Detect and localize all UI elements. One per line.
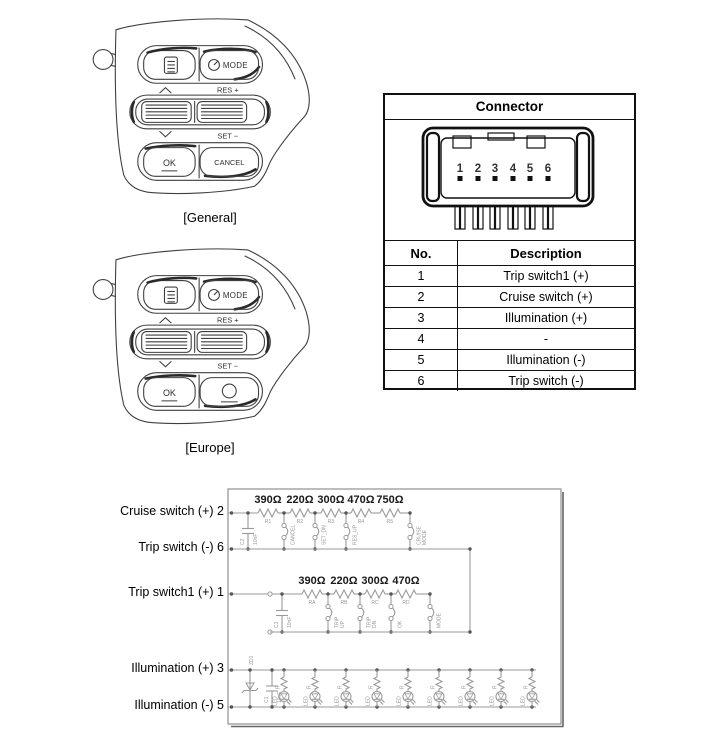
led-triangle: [312, 694, 318, 699]
switch-label: OK: [397, 620, 404, 628]
junction-dot: [270, 668, 273, 671]
led-circle: [527, 692, 537, 702]
terminal-circle: [408, 535, 412, 539]
pin-leg: [473, 206, 478, 229]
switch-label: UP: [340, 621, 346, 628]
pin-row-4: [385, 328, 634, 349]
led-circle: [465, 692, 475, 702]
connector-drawing-cell: [385, 120, 634, 241]
led-resistor-label: R: [306, 685, 313, 689]
terminal-circle: [268, 592, 272, 596]
pin-description-cell: Illumination (-): [457, 349, 634, 370]
pin-leg: [514, 206, 519, 229]
junction-dot: [313, 511, 316, 514]
pin-row-1: [385, 265, 634, 286]
resistor-value: 220Ω: [330, 575, 358, 587]
resistor: [334, 590, 354, 598]
junction-dot: [246, 511, 249, 514]
mode-label: MODE: [222, 290, 248, 300]
shade: [266, 332, 268, 352]
pin-square: [476, 176, 481, 181]
pin-table-header-row: [385, 241, 634, 265]
resistor-ref: R4: [357, 519, 365, 525]
resistor-value: 470Ω: [347, 494, 375, 506]
led-resistor-label: R: [523, 685, 530, 689]
led-label: LED: [489, 696, 496, 706]
junction-dot: [230, 592, 233, 595]
chevron-up-icon: [160, 88, 172, 93]
led-label: LED: [334, 696, 341, 706]
terminal-circle: [313, 535, 317, 539]
led-triangle: [467, 694, 473, 699]
set-minus-label: SET −: [217, 361, 239, 371]
junction-dot: [280, 592, 283, 595]
switch-blade: [348, 527, 350, 536]
junction-dot: [358, 592, 361, 595]
pin-leg: [455, 206, 460, 229]
chevron-down-icon: [160, 361, 172, 366]
terminal-circle: [389, 604, 393, 608]
mount-tab: [93, 50, 113, 70]
pin-number: 6: [544, 163, 552, 175]
led-circle: [496, 692, 506, 702]
pin-leg: [490, 206, 495, 229]
switch-blade: [412, 527, 414, 536]
led-label: LED: [396, 696, 403, 706]
led-label: LED: [303, 696, 310, 706]
resistor-value: 390Ω: [254, 494, 282, 506]
switch-blade: [362, 608, 364, 617]
pin-table-header-description: Description: [457, 241, 634, 265]
junction-dot: [389, 592, 392, 595]
terminal-circle: [313, 523, 317, 527]
rail-label: Trip switch (-) 6: [138, 540, 224, 554]
cancel-label: CANCEL: [214, 157, 245, 167]
led-resistor: [467, 677, 473, 689]
led-resistor-label: R: [337, 685, 344, 689]
switch-label: MODE: [436, 613, 443, 628]
resistor-ref: RA: [308, 600, 316, 606]
led-resistor: [405, 677, 411, 689]
junction-dot: [230, 547, 233, 550]
capacitor-value: 10nF: [277, 691, 283, 703]
capacitor-ref: C3: [274, 621, 280, 628]
connector-title: Connector: [385, 95, 634, 120]
connector-panel: [383, 93, 636, 390]
led-circle: [372, 692, 382, 702]
pin-description-cell: -: [457, 328, 634, 349]
led-resistor: [436, 677, 442, 689]
resistor-value: 300Ω: [361, 575, 389, 587]
terminal-circle: [428, 616, 432, 620]
pin-leg: [543, 206, 548, 229]
capacitor-value: 10nF: [253, 533, 259, 545]
switch-blade: [317, 527, 319, 536]
switch-illustration-general: [85, 10, 335, 208]
switch-label: TRIP: [334, 616, 341, 628]
pin-description-cell: Trip switch (-): [457, 370, 634, 391]
res-plus-label: RES +: [217, 85, 239, 95]
switch-label: TRIP: [366, 616, 373, 628]
shade: [132, 102, 134, 122]
terminal-circle: [344, 535, 348, 539]
led-resistor: [374, 677, 380, 689]
led-resistor-label: R: [461, 685, 468, 689]
ok-label: OK: [162, 387, 176, 398]
resistor: [258, 509, 278, 517]
pin-square: [458, 176, 463, 181]
pin-description-cell: Cruise switch (+): [457, 286, 634, 307]
housing-right-cap: [577, 133, 589, 201]
rail-label: Illumination (+) 3: [131, 661, 224, 675]
switch-label: CANCEL: [290, 524, 297, 545]
terminal-circle: [358, 616, 362, 620]
switch-blade: [432, 608, 434, 617]
terminal-circle: [358, 604, 362, 608]
led-resistor-label: R: [399, 685, 406, 689]
led-triangle: [529, 694, 535, 699]
pin-row-3: [385, 307, 634, 328]
resistor: [290, 509, 310, 517]
resistor: [365, 590, 385, 598]
resistor-ref: R1: [264, 519, 272, 525]
pin-no-cell: 1: [385, 265, 457, 286]
pin-leg: [549, 206, 554, 229]
switch-blade: [330, 608, 332, 617]
pin-description-cell: Trip switch1 (+): [457, 265, 634, 286]
terminal-circle: [282, 523, 286, 527]
pin-square: [528, 176, 533, 181]
pin-table-header-no: No.: [410, 245, 432, 261]
switch-blade: [393, 608, 395, 617]
junction-dot: [468, 630, 471, 633]
gauge-needle: [214, 291, 218, 295]
rail-label: Cruise switch (+) 2: [120, 504, 224, 518]
junction-dot: [408, 511, 411, 514]
resistor-value: 470Ω: [392, 575, 420, 587]
resistor: [302, 590, 322, 598]
pin-leg: [461, 206, 466, 229]
pin-square: [546, 176, 551, 181]
terminal-circle: [389, 616, 393, 620]
pin-no-cell: 6: [385, 370, 457, 391]
pin-number: 3: [491, 163, 499, 175]
resistor-ref: R2: [296, 519, 304, 525]
pin-row-6: [385, 370, 634, 391]
led-resistor: [529, 677, 535, 689]
mount-tab: [93, 280, 113, 300]
resistor: [351, 509, 371, 517]
terminal-circle: [408, 523, 412, 527]
connector-drawing: [385, 120, 638, 238]
led-triangle: [405, 694, 411, 699]
junction-dot: [428, 592, 431, 595]
junction-dot: [344, 511, 347, 514]
led-resistor: [343, 677, 349, 689]
led-label: LED: [458, 696, 465, 706]
led-circle: [434, 692, 444, 702]
pin-table: [385, 241, 634, 391]
led-triangle: [343, 694, 349, 699]
terminal-circle: [282, 535, 286, 539]
led-resistor: [312, 677, 318, 689]
chevron-up-icon: [160, 318, 172, 323]
pin-number: 2: [474, 163, 482, 175]
pin-leg: [508, 206, 513, 229]
junction-dot: [230, 511, 233, 514]
pin-no-cell: 2: [385, 286, 457, 307]
mode-label: MODE: [222, 60, 248, 70]
pin-no-cell: 3: [385, 307, 457, 328]
resistor: [380, 509, 400, 517]
junction-dot: [230, 668, 233, 671]
switch-label: SET_DN: [321, 525, 328, 545]
led-label: LED: [272, 696, 279, 706]
switch-label: CRUISE: [416, 526, 423, 545]
shade: [266, 102, 268, 122]
junction-dot: [282, 511, 285, 514]
resistor-value: 300Ω: [317, 494, 345, 506]
junction-dot: [468, 547, 471, 550]
led-resistor-label: R: [430, 685, 437, 689]
led-circle: [310, 692, 320, 702]
pin-description-cell: Illumination (+): [457, 307, 634, 328]
junction-dot: [326, 592, 329, 595]
resistor-ref: RD: [402, 600, 410, 606]
pin-leg: [525, 206, 530, 229]
junction-dot: [230, 705, 233, 708]
resistor-ref: RC: [371, 600, 379, 606]
steering-switch-europe-drawing: [85, 240, 335, 438]
pin-number: 1: [456, 163, 464, 175]
rail-label: Trip switch1 (+) 1: [128, 585, 224, 599]
steering-switch-general-drawing: [85, 10, 335, 208]
pin-square: [493, 176, 498, 181]
pin-leg: [496, 206, 501, 229]
led-resistor-label: R: [368, 685, 375, 689]
switch-label: DN: [372, 620, 378, 628]
circuit-diagram: [0, 475, 701, 754]
pin-no-cell: 5: [385, 349, 457, 370]
switch-blade: [286, 527, 288, 536]
pin-number: 4: [509, 163, 517, 175]
switch-illustration-europe: [85, 240, 335, 438]
led-resistor-label: R: [275, 685, 282, 689]
resistor-ref: RB: [340, 600, 348, 606]
set-minus-label: SET −: [217, 131, 239, 141]
terminal-circle: [344, 523, 348, 527]
resistor: [396, 590, 416, 598]
housing-left-cap: [427, 133, 439, 201]
caption-europe: [Europe]: [185, 440, 235, 455]
res-plus-label: RES +: [217, 315, 239, 325]
led-label: LED: [427, 696, 434, 706]
switch-label: MODE: [422, 530, 428, 545]
circle-button-icon: [222, 384, 236, 398]
junction-dot: [248, 705, 251, 708]
terminal-circle: [428, 604, 432, 608]
terminal-circle: [326, 616, 330, 620]
center-tab: [488, 133, 514, 140]
led-label: LED: [365, 696, 372, 706]
shade: [132, 332, 134, 352]
rail-label: Illumination (-) 5: [134, 698, 224, 712]
led-triangle: [436, 694, 442, 699]
resistor-ref: R3: [327, 519, 335, 525]
gauge-needle: [214, 61, 218, 65]
capacitor-ref: C2: [240, 538, 246, 545]
resistor-value: 750Ω: [376, 494, 404, 506]
pin-leg: [531, 206, 536, 229]
led-circle: [341, 692, 351, 702]
resistor: [321, 509, 341, 517]
pin-square: [511, 176, 516, 181]
pin-leg: [479, 206, 484, 229]
resistor-value: 390Ω: [298, 575, 326, 587]
pin-row-5: [385, 349, 634, 370]
capacitor-ref: C1: [264, 696, 270, 703]
led-resistor: [498, 677, 504, 689]
led-resistor-label: R: [492, 685, 499, 689]
resistor-value: 220Ω: [286, 494, 314, 506]
led-circle: [403, 692, 413, 702]
pin-row-2: [385, 286, 634, 307]
junction-dot: [248, 668, 251, 671]
switch-label: RES_UP: [352, 524, 359, 545]
led-resistor: [281, 677, 287, 689]
pin-number: 5: [526, 163, 534, 175]
led-label: LED: [520, 696, 527, 706]
capacitor-value: 10nF: [287, 616, 293, 628]
ok-label: OK: [162, 157, 176, 168]
resistor-ref: R5: [386, 519, 394, 525]
terminal-circle: [326, 604, 330, 608]
chevron-down-icon: [160, 131, 172, 136]
zener-ref: ZD1: [249, 655, 255, 665]
caption-general: [General]: [183, 210, 237, 225]
led-triangle: [498, 694, 504, 699]
led-triangle: [374, 694, 380, 699]
pin-no-cell: 4: [385, 328, 457, 349]
